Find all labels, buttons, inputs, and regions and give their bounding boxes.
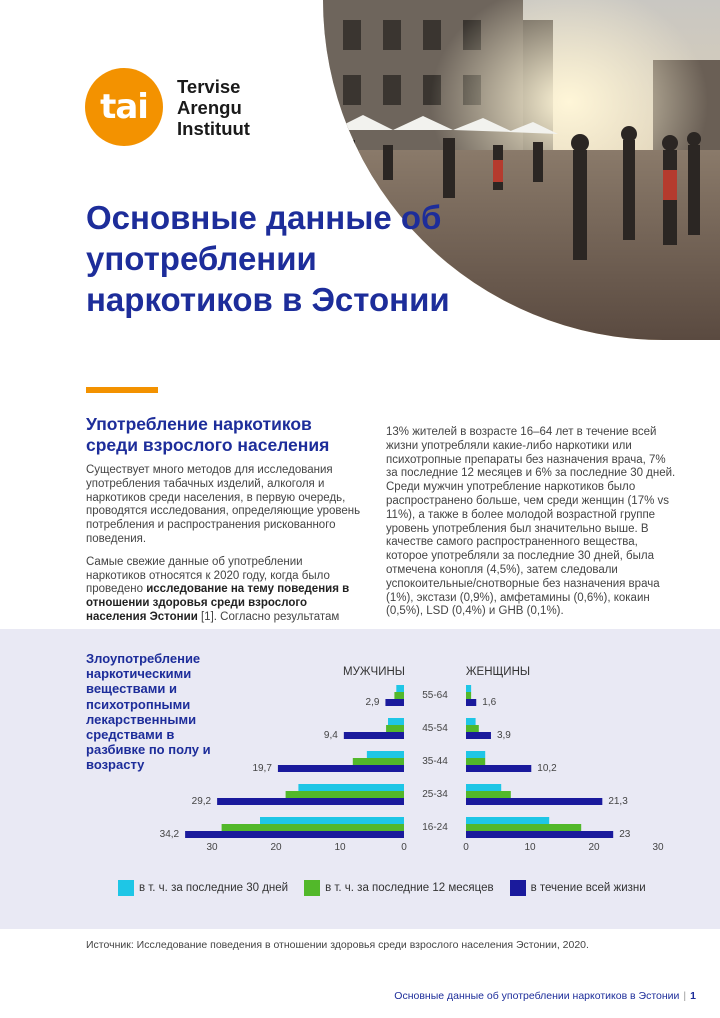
- bar-men-series-1: [394, 692, 404, 699]
- logo-mark: tai: [85, 68, 163, 146]
- bar-women-series-0: [466, 751, 485, 758]
- category-label: 25-34: [422, 789, 448, 800]
- legend-item-30-days: [118, 880, 288, 896]
- bar-women-series-1: [466, 758, 485, 765]
- bar-men-series-0: [260, 817, 404, 824]
- x-tick-men: 0: [401, 842, 407, 853]
- legend-swatch-lifetime: [510, 880, 526, 896]
- bar-men-series-1: [353, 758, 404, 765]
- bar-men-series-0: [388, 718, 404, 725]
- bar-women-series-2: [466, 798, 602, 805]
- category-label: 55-64: [422, 690, 448, 701]
- chart-legend: [118, 880, 662, 896]
- x-tick-men: 30: [206, 842, 218, 853]
- footer-title: Основные данные об употреблении наркотиков в Эстонии: [394, 990, 680, 1002]
- page-title: Основные данные об употреблении наркотиков в Эстонии: [86, 199, 450, 318]
- bar-men-series-0: [396, 685, 404, 692]
- x-tick-women: 30: [652, 842, 664, 853]
- bar-women-series-1: [466, 725, 479, 732]
- logo-line-3: Instituut: [177, 117, 250, 139]
- data-label-men: 19,7: [252, 763, 272, 774]
- bar-men-series-2: [344, 732, 404, 739]
- x-tick-men: 20: [270, 842, 282, 853]
- left-paragraph-2-c: [1]. Согласно результатам: [197, 610, 340, 623]
- data-label-women: 21,3: [608, 796, 628, 807]
- legend-swatch-12-months: [304, 880, 320, 896]
- category-label: 16-24: [422, 822, 448, 833]
- footer-separator: |: [683, 990, 687, 1002]
- bar-women-series-2: [466, 732, 491, 739]
- panel-title-women: ЖЕНЩИНЫ: [465, 666, 531, 678]
- data-label-women: 23: [619, 829, 631, 840]
- left-column: [86, 464, 361, 634]
- x-tick-women: 0: [463, 842, 469, 853]
- left-paragraph-2-a: Самые свежие данные об употреблении наркотиков относятся к 2020 году, когда было проведено: [86, 555, 330, 596]
- legend-label-12-months: в т. ч. за последние 12 месяцев: [325, 882, 494, 894]
- bar-women-series-2: [466, 831, 613, 838]
- bar-men-series-2: [278, 765, 404, 772]
- page-footer: [394, 990, 696, 1002]
- x-tick-women: 10: [524, 842, 536, 853]
- legend-swatch-30-days: [118, 880, 134, 896]
- logo-line-1: Tervise: [177, 75, 241, 97]
- x-tick-men: 10: [334, 842, 346, 853]
- bar-women-series-0: [466, 784, 501, 791]
- data-label-women: 10,2: [537, 763, 557, 774]
- bar-women-series-0: [466, 817, 549, 824]
- bar-men-series-2: [217, 798, 404, 805]
- logo-line-2: Arengu: [177, 96, 242, 118]
- bar-women-series-1: [466, 692, 471, 699]
- bar-women-series-0: [466, 718, 476, 725]
- bar-women-series-0: [466, 685, 471, 692]
- data-label-men: 2,9: [365, 697, 380, 708]
- bar-women-series-2: [466, 765, 531, 772]
- source-note: Источник: Исследование поведения в отношении здоровья среди взрослого населения Эстонии, 2020.: [86, 939, 589, 951]
- logo-text: [177, 76, 250, 139]
- category-label: 35-44: [422, 756, 448, 767]
- bar-men-series-2: [185, 831, 404, 838]
- bar-men-series-1: [286, 791, 404, 798]
- section-heading: Употребление наркотиков среди взрослого населения: [86, 414, 330, 455]
- bar-men-series-0: [367, 751, 404, 758]
- bar-men-series-2: [385, 699, 404, 706]
- data-label-women: 3,9: [496, 730, 511, 741]
- data-label-men: 29,2: [191, 796, 212, 807]
- legend-label-lifetime: в течение всей жизни: [530, 882, 646, 894]
- legend-item-lifetime: [510, 880, 646, 896]
- data-label-men: 34,2: [159, 829, 180, 840]
- page-number: 1: [690, 990, 696, 1002]
- legend-label-30-days: в т. ч. за последние 30 дней: [139, 882, 289, 894]
- right-column: [386, 426, 676, 628]
- right-paragraph-1: 13% жителей в возрасте 16–64 лет в течение всей жизни употребляли какие-либо наркотики или психотропные препараты без назначения врача, 7% за последние 12 месяцев и 6% за последние 30 дней. Среди мужчин употребление наркотиков было распространено больше, чем среди женщин (17% vs 11%), а также в более молодой возрастной группе уровень употребления был значительно выше. В качестве самого распространенного вещества, которое употребляли за последние 30 дней, была отмечена конопля (4,5%), затем следовали успокоительные/снотворные без назначения врача (1%), экстази (0,9%), амфетамины (0,6%), кокаин (0,5%), LSD (0,4%) и GHB (0,1%).: [386, 426, 676, 618]
- bar-women-series-1: [466, 791, 511, 798]
- bar-men-series-1: [386, 725, 404, 732]
- data-label-men: 9,4: [323, 730, 338, 741]
- bar-women-series-1: [466, 824, 581, 831]
- bar-men-series-0: [298, 784, 404, 791]
- legend-item-12-months: [304, 880, 493, 896]
- data-label-women: 1,6: [482, 697, 497, 708]
- bar-men-series-1: [222, 824, 404, 831]
- left-paragraph-2: [86, 556, 361, 625]
- panel-title-men: МУЖЧИНЫ: [343, 666, 405, 678]
- study-link-text: исследование на тему поведения в отношении здоровья среди взрослого населения Эстонии: [86, 583, 350, 623]
- category-label: 45-54: [422, 723, 448, 734]
- accent-divider: [86, 387, 158, 393]
- x-tick-women: 20: [588, 842, 600, 853]
- chart-title: Злоупотребление наркотическими веществами и психотропными лекарственными средствами в разбивке по полу и возрасту: [86, 651, 211, 773]
- left-paragraph-1: Существует много методов для исследования употребления табачных изделий, алкоголя и наркотиков среди населения, в первую очередь, проводятся исследования, определяющие уровень потребления и распространения рискованного поведения.: [86, 464, 361, 545]
- logo: [85, 68, 250, 146]
- bar-women-series-2: [466, 699, 476, 706]
